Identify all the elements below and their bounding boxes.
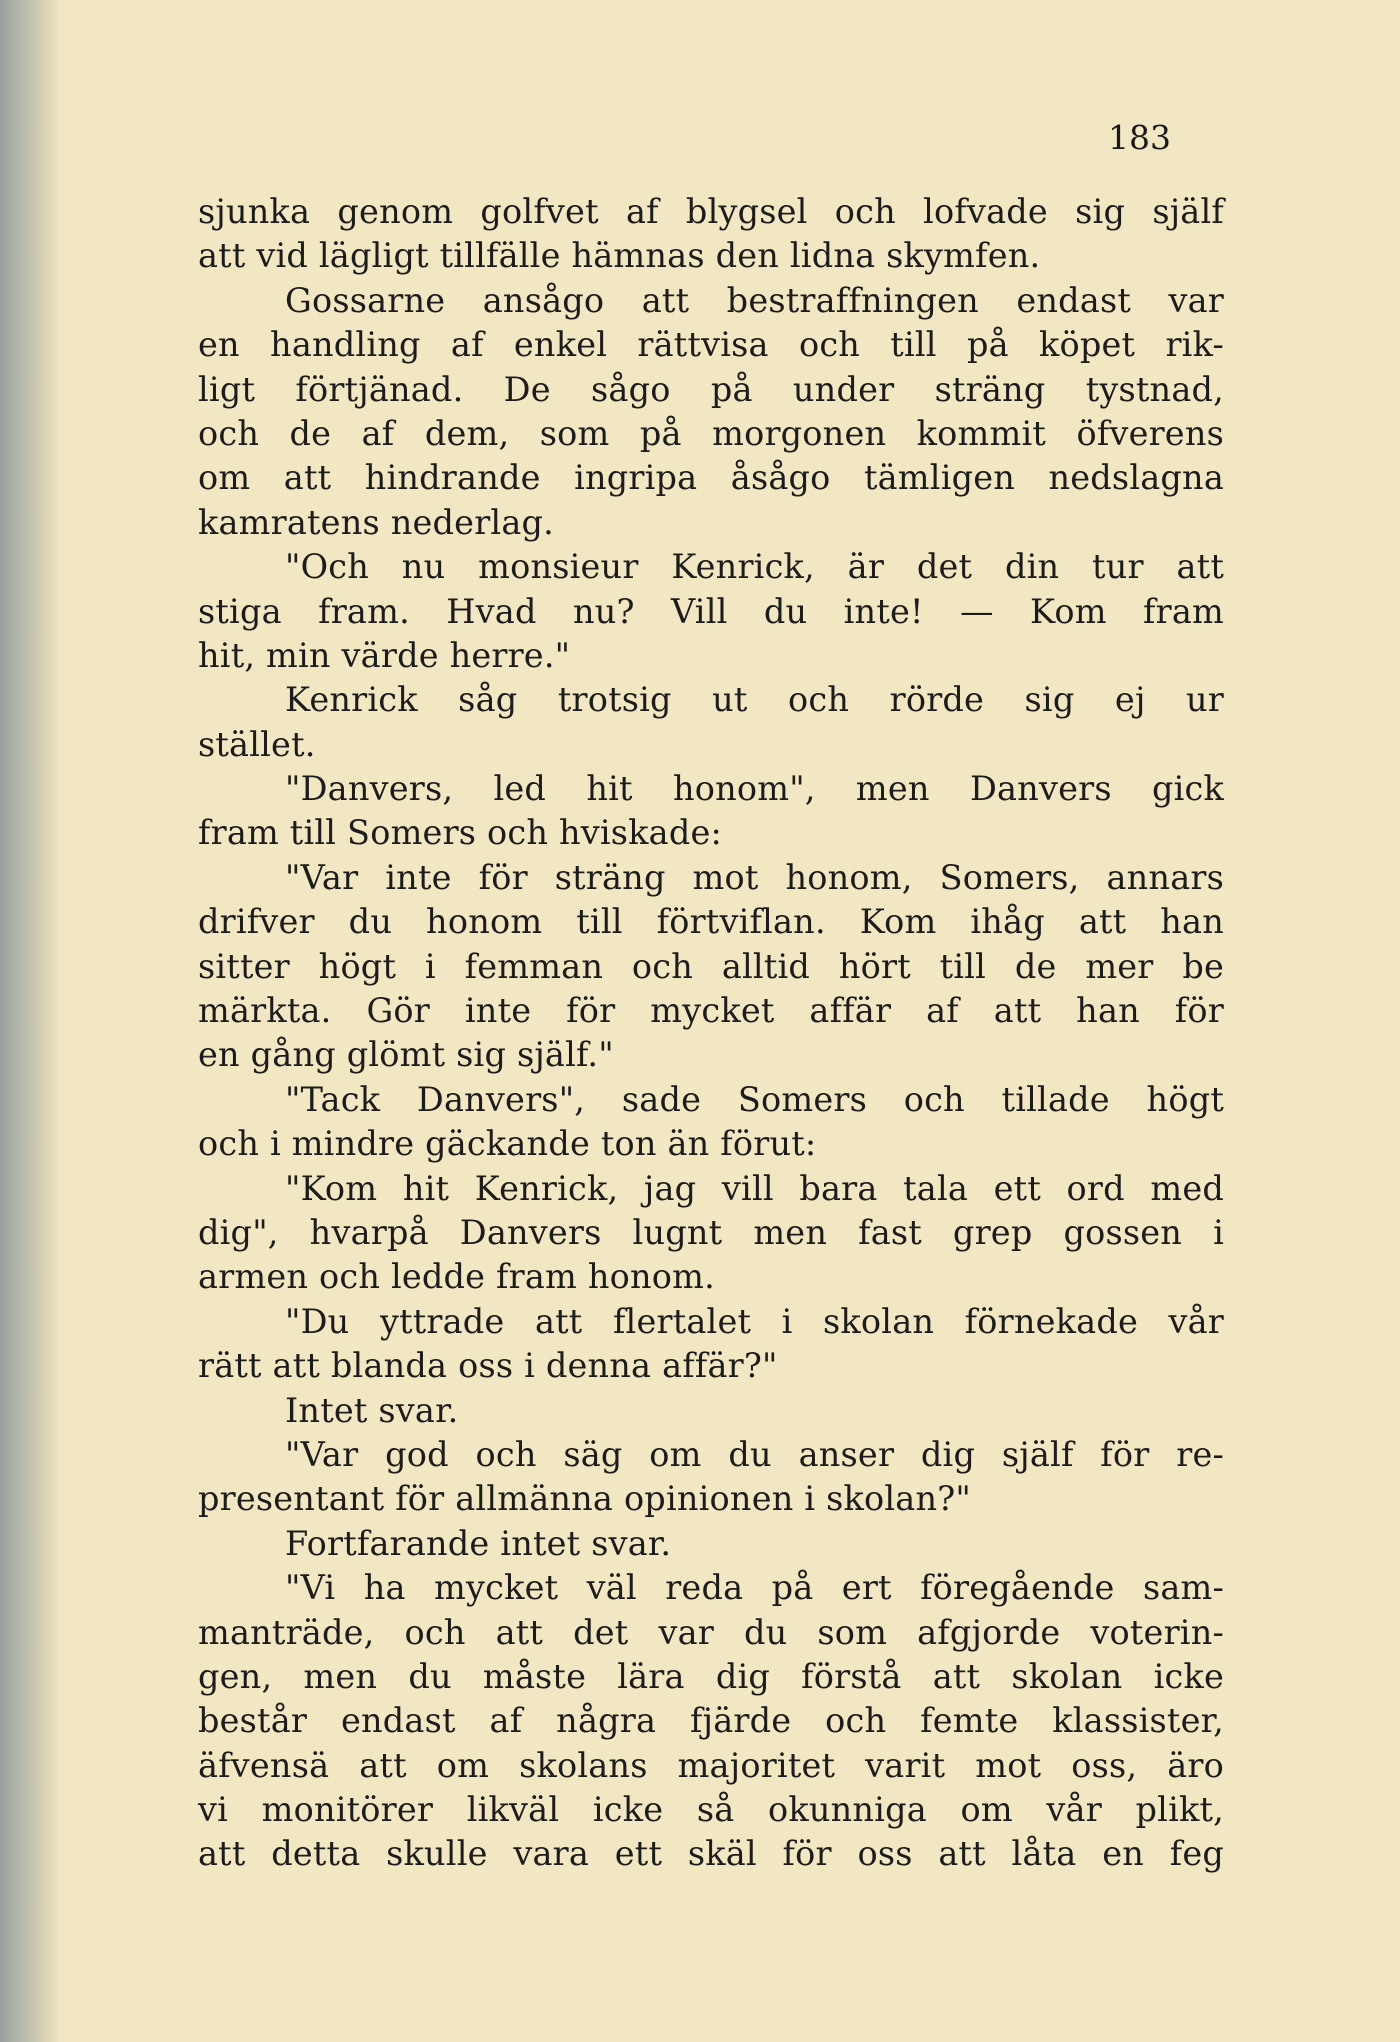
text-line: en handling af enkel rättvisa och till på köpet rik- — [198, 325, 1224, 365]
text-line: "Kom hit Kenrick, jag vill bara tala ett ord med — [285, 1168, 1224, 1208]
text-line: "Danvers, led hit honom", men Danvers gick — [285, 769, 1224, 809]
body-text — [198, 190, 1224, 1877]
text-line: "Och nu monsieur Kenrick, är det din tur att — [285, 547, 1224, 587]
text-line: hit, min värde herre." — [198, 635, 571, 675]
text-line: Gossarne ansågo att bestraffningen endast var — [285, 280, 1224, 320]
text-line: manträde, och att det var du som afgjorde voterin- — [198, 1612, 1224, 1652]
text-line: gen, men du måste lära dig förstå att skolan icke — [198, 1656, 1224, 1696]
text-line: sitter högt i femman och alltid hört till de mer be — [198, 946, 1224, 986]
text-line: rätt att blanda oss i denna affär?" — [198, 1346, 778, 1386]
text-line: märkta. Gör inte för mycket affär af att han för — [198, 991, 1224, 1031]
text-line: "Var inte för sträng mot honom, Somers, annars — [285, 857, 1224, 897]
text-line: sjunka genom golfvet af blygsel och lofvade sig själf — [198, 192, 1224, 231]
text-line: Fortfarande intet svar. — [285, 1523, 672, 1563]
text-line: ligt förtjänad. De sågo på under sträng tystnad, — [198, 369, 1224, 409]
text-line: "Var god och säg om du anser dig själf för re- — [285, 1434, 1224, 1474]
text-line: kamratens nederlag. — [198, 502, 554, 542]
text-line: "Du yttrade att flertalet i skolan förnekade vår — [285, 1301, 1224, 1341]
text-line: och de af dem, som på morgonen kommit öfverens — [198, 413, 1224, 453]
text-line: att vid lägligt tillfälle hämnas den lidna skymfen. — [198, 236, 1041, 276]
text-line: att detta skulle vara ett skäl för oss att låta en feg — [198, 1834, 1224, 1874]
page-gutter — [0, 0, 58, 2042]
text-line: och i mindre gäckande ton än förut: — [198, 1124, 817, 1164]
page-number: 183 — [1108, 118, 1171, 157]
text-line: vi monitörer likväl icke så okunniga om vår plikt, — [198, 1790, 1224, 1830]
text-line: stället. — [198, 724, 316, 764]
text-line: armen och ledde fram honom. — [198, 1257, 715, 1297]
text-line: "Vi ha mycket väl reda på ert föregående sam- — [285, 1568, 1224, 1608]
text-line: drifver du honom till förtviflan. Kom ihåg att han — [198, 902, 1224, 942]
text-line: äfvensä att om skolans majoritet varit mot oss, äro — [198, 1745, 1224, 1785]
text-line: består endast af några fjärde och femte klassister, — [198, 1701, 1224, 1741]
text-line: en gång glömt sig själf." — [198, 1035, 614, 1075]
text-line: Intet svar. — [285, 1390, 459, 1430]
text-line: stiga fram. Hvad nu? Vill du inte! — Kom fram — [198, 591, 1224, 631]
text-line: fram till Somers och hviskade: — [198, 813, 723, 853]
text-line: dig", hvarpå Danvers lugnt men fast grep gossen i — [198, 1212, 1224, 1252]
text-line: om att hindrande ingripa åsågo tämligen nedslagna — [198, 458, 1224, 498]
text-line: presentant för allmänna opinionen i skolan?" — [198, 1479, 972, 1519]
text-line: "Tack Danvers", sade Somers och tillade högt — [285, 1079, 1224, 1119]
text-line: Kenrick såg trotsig ut och rörde sig ej ur — [285, 680, 1224, 720]
